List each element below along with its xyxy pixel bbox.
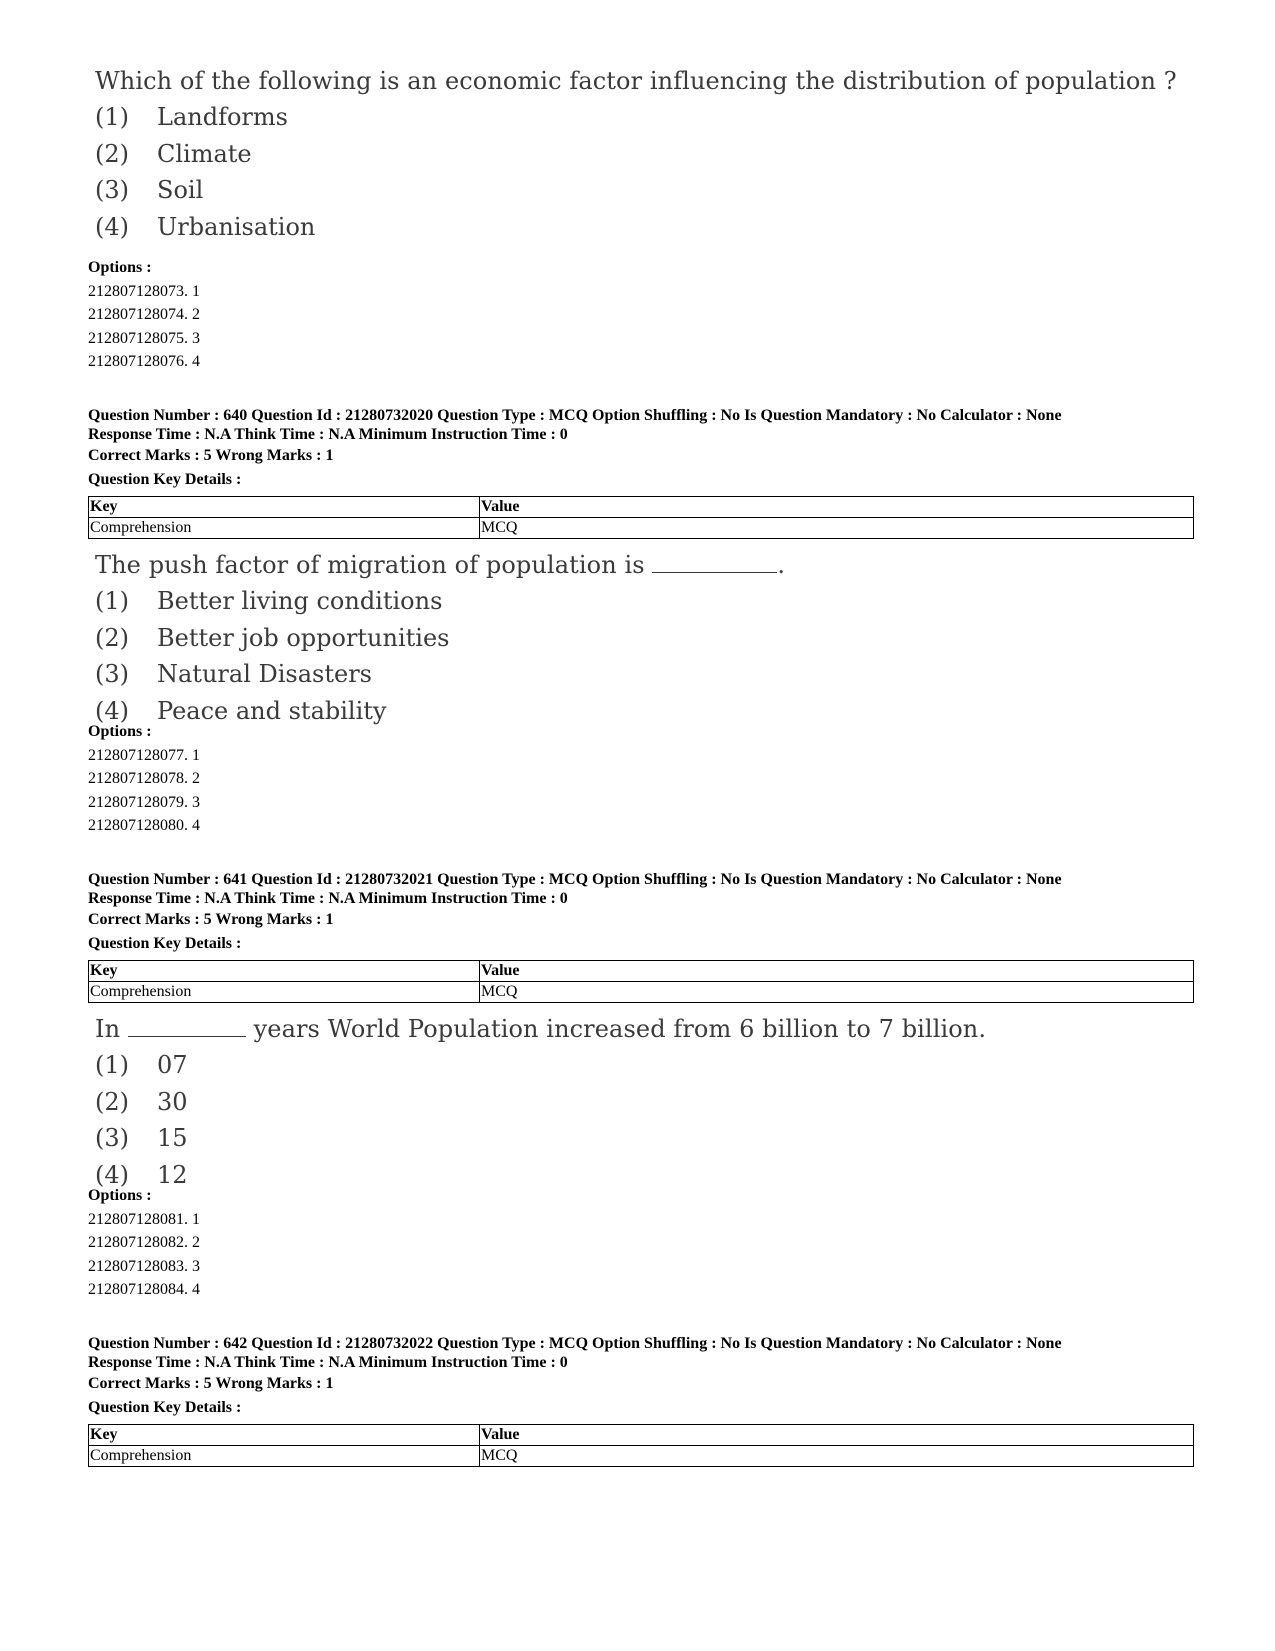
key-details-table-640 [88,496,1194,539]
response-time-line: Response Time : N.A Think Time : N.A Minimum Instruction Time : 0 [88,1354,568,1371]
option-id: 212807128081. 1 [88,1210,200,1228]
answer-choice-3: (3) Natural Disasters [95,660,372,688]
option-id: 212807128079. 3 [88,793,200,811]
question-meta-line: Question Number : 642 Question Id : 21280732022 Question Type : MCQ Option Shuffling : No Is Question Mandatory : No Calculator : None [88,1335,1062,1352]
options-list-640 [88,720,200,838]
key-details-label: Question Key Details : [88,1398,242,1416]
options-list-641 [88,1184,200,1302]
answer-choice-1: (1) 07 [95,1051,188,1079]
options-list-639 [88,256,200,374]
answer-choice-4: (4) Urbanisation [95,212,316,241]
option-id: 212807128083. 3 [88,1257,200,1275]
table-header-row [89,497,1194,518]
table-cell-key: Comprehension [89,1446,480,1467]
marks-line: Correct Marks : 5 Wrong Marks : 1 [88,911,334,928]
question-meta-641 [88,870,1062,955]
answer-choice-4: (4) 12 [95,1160,188,1189]
key-details-label: Question Key Details : [88,470,242,488]
answer-choice-3: (3) 15 [95,1124,188,1152]
table-cell-value: MCQ [480,982,1194,1003]
option-id: 212807128073. 1 [88,282,200,300]
answer-blank [128,1018,246,1037]
answer-choice-3: (3) Soil [95,176,204,204]
answer-blank [652,554,777,573]
question-meta-line: Question Number : 640 Question Id : 21280732020 Question Type : MCQ Option Shuffling : No Is Question Mandatory : No Calculator : None [88,407,1062,424]
answer-choice-1: (1) Landforms [95,103,288,131]
question-image-640 [95,547,785,729]
question-meta-640 [88,406,1062,491]
table-cell-value: MCQ [480,1446,1194,1467]
option-id: 212807128080. 4 [88,817,200,834]
key-details-label: Question Key Details : [88,934,242,952]
marks-line: Correct Marks : 5 Wrong Marks : 1 [88,1375,334,1392]
table-header-value: Value [480,497,1194,518]
answer-choice-2: (2) Climate [95,139,252,168]
question-image-641 [95,1011,986,1193]
response-time-line: Response Time : N.A Think Time : N.A Minimum Instruction Time : 0 [88,890,568,907]
options-label: Options : [88,723,152,740]
option-id: 212807128077. 1 [88,746,200,764]
table-header-row [89,1425,1194,1446]
options-label: Options : [88,259,152,276]
option-id: 212807128078. 2 [88,770,200,787]
table-cell-value: MCQ [480,518,1194,539]
answer-choice-1: (1) Better living conditions [95,587,443,615]
table-row [89,1446,1194,1467]
table-header-key: Key [89,961,480,982]
answer-choice-2: (2) Better job opportunities [95,623,450,652]
question-stem: In years World Population increased from 6 billion to 7 billion. [95,1015,987,1043]
option-id: 212807128075. 3 [88,329,200,347]
table-row [89,982,1194,1003]
marks-line: Correct Marks : 5 Wrong Marks : 1 [88,447,334,464]
response-time-line: Response Time : N.A Think Time : N.A Minimum Instruction Time : 0 [88,426,568,443]
options-label: Options : [88,1187,152,1204]
table-cell-key: Comprehension [89,982,480,1003]
table-header-key: Key [89,497,480,518]
option-id: 212807128074. 2 [88,306,200,323]
key-details-table-641 [88,960,1194,1003]
option-id: 212807128084. 4 [88,1281,200,1298]
answer-choice-4: (4) Peace and stability [95,696,387,725]
option-id: 212807128076. 4 [88,353,200,370]
table-cell-key: Comprehension [89,518,480,539]
table-header-value: Value [480,1425,1194,1446]
table-row [89,518,1194,539]
question-meta-line: Question Number : 641 Question Id : 21280732021 Question Type : MCQ Option Shuffling : No Is Question Mandatory : No Calculator : None [88,871,1062,888]
question-stem: The push factor of migration of population is . [95,551,786,579]
table-header-value: Value [480,961,1194,982]
key-details-table-642 [88,1424,1194,1467]
question-meta-642 [88,1334,1062,1419]
option-id: 212807128082. 2 [88,1234,200,1251]
table-header-key: Key [89,1425,480,1446]
table-header-row [89,961,1194,982]
question-stem: Which of the following is an economic factor influencing the distribution of population ? [95,67,1177,95]
answer-choice-2: (2) 30 [95,1087,188,1116]
question-image-639 [95,63,1177,245]
